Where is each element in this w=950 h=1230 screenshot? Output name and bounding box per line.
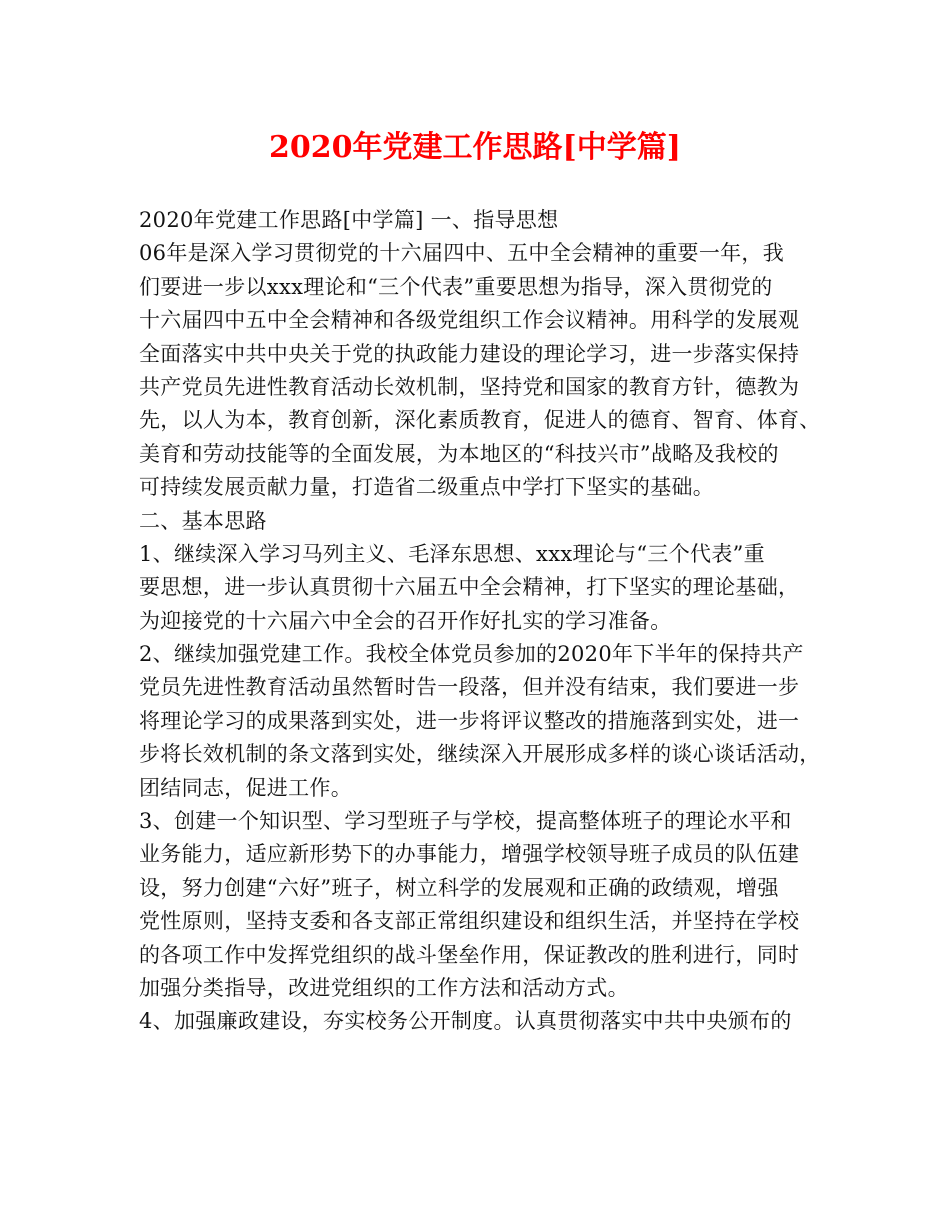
body-line: 步将长效机制的条文落到实处，继续深入开展形成多样的谈心谈话活动， <box>139 742 821 767</box>
body-line: 2、继续加强党建工作。我校全体党员参加的2020年下半年的保持共产 <box>139 642 804 667</box>
body-line: 可持续发展贡献力量，打造省二级重点中学打下坚实的基础。 <box>139 475 715 500</box>
document-body <box>139 204 829 1039</box>
body-line: 加强分类指导，改进党组织的工作方法和活动方式。 <box>139 975 629 1000</box>
body-line: 共产党员先进性教育活动长效机制，坚持党和国家的教育方针，德教为 <box>139 374 800 399</box>
document-title: 2020年党建工作思路[中学篇] <box>269 130 681 165</box>
body-line: 先，以人为本，教育创新，深化素质教育，促进人的德育、智育、体育、 <box>139 408 821 433</box>
body-line: 的各项工作中发挥党组织的战斗堡垒作用，保证教改的胜利进行，同时 <box>139 942 800 967</box>
body-line: 们要进一步以xxx理论和“三个代表”重要思想为指导，深入贯彻党的 <box>139 274 773 299</box>
body-line: 为迎接党的十六届六中全会的召开作好扎实的学习准备。 <box>139 608 672 633</box>
body-line: 2020年党建工作思路[中学篇] 一、指导思想 <box>139 208 559 232</box>
body-line: 4、加强廉政建设，夯实校务公开制度。认真贯彻落实中共中央颁布的 <box>139 1009 792 1034</box>
body-line: 设，努力创建“六好”班子，树立科学的发展观和正确的政绩观，增强 <box>139 875 779 900</box>
body-line: 党员先进性教育活动虽然暂时告一段落，但并没有结束，我们要进一步 <box>139 675 800 700</box>
body-line: 团结同志，促进工作。 <box>139 775 352 800</box>
body-line: 业务能力，适应新形势下的办事能力，增强学校领导班子成员的队伍建 <box>139 842 800 867</box>
body-line: 06年是深入学习贯彻党的十六届四中、五中全会精神的重要一年，我 <box>139 241 785 266</box>
body-line: 全面落实中共中央关于党的执政能力建设的理论学习，进一步落实保持 <box>139 341 800 366</box>
body-line: 要思想，进一步认真贯彻十六届五中全会精神，打下坚实的理论基础， <box>139 575 800 600</box>
body-line: 美育和劳动技能等的全面发展，为本地区的“科技兴市”战略及我校的 <box>139 441 779 466</box>
body-line: 党性原则，坚持支委和各支部正常组织建设和组织生活，并坚持在学校 <box>139 909 800 934</box>
body-line: 十六届四中五中全会精神和各级党组织工作会议精神。用科学的发展观 <box>139 308 800 333</box>
body-line: 将理论学习的成果落到实处，进一步将评议整改的措施落到实处，进一 <box>139 708 800 733</box>
body-line: 3、创建一个知识型、学习型班子与学校，提高整体班子的理论水平和 <box>139 809 792 834</box>
section-heading: 二、基本思路 <box>139 508 267 533</box>
body-line: 1、继续深入学习马列主义、毛泽东思想、xxx理论与“三个代表”重 <box>139 541 765 566</box>
